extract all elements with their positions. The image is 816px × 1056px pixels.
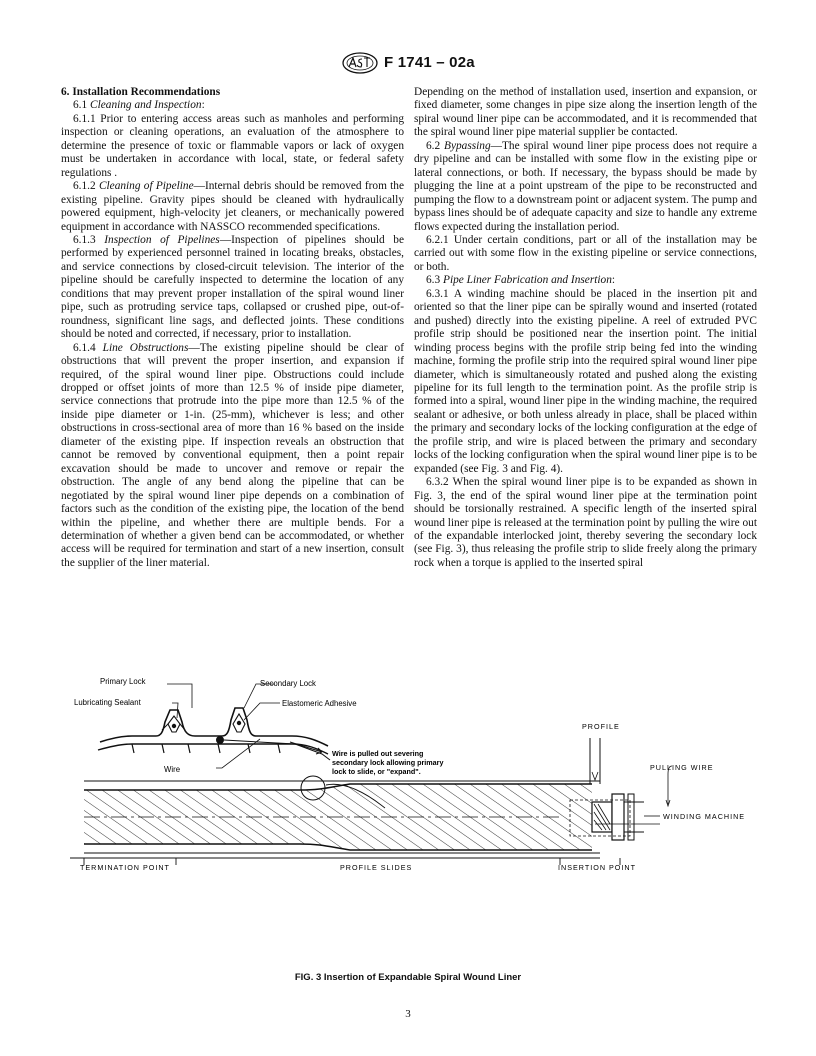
figure-caption: FIG. 3 Insertion of Expandable Spiral Wound Liner bbox=[294, 972, 522, 983]
label-elastomeric-adhesive: Elastomeric Adhesive bbox=[282, 699, 357, 708]
label-insertion-point: INSERTION POINT bbox=[558, 863, 636, 872]
paragraph-6-1-4: 6.1.4 Line Obstructions—The existing pipeline should be clear of obstructions that will prevent the proper insertion, and expansion if required, of the spiral wound liner pipe. Obstructions could include dropped or offset joints of more than 12.5 % of inside pipe diameter, service connections that protrude into the pipe more than 12.5 % of the inside pipe diameter or 1-in. (25-mm), whichever is less; and other obstructions in cross-sectional area of more than 16 % based on the inside diameter of the existing pipe. If inspection reveals an obstruction that cannot be removed by conventional equipment, then a point repair excavation should be made to uncover and remove or repair the obstruction. The angle of any bend along the pipeline that can be negotiated by the spiral wound liner pipe depends on a combination of factors such as the condition of the existing pipe, the location of the bend within the pipeline, and whether there are multiple bends. For a determination of whether a given bend can be accommodated, or whether access will be required for termination and start of a new insertion, consult the supplier of the liner material. bbox=[61, 341, 404, 569]
label-primary-lock: Primary Lock bbox=[100, 677, 146, 686]
astm-logo bbox=[342, 52, 378, 74]
paragraph-6-3-1: 6.3.1 A winding machine should be placed in the insertion pit and oriented so that the liner pipe can be spirally wound and inserted (rotated and pushed) directly into the existing pipeline. A reel of extruded PVC profile strip should be positioned near the insertion point. The initial winding process begins with the profile strip being fed into the winding machine, forming the profile strip into the required spiral wound liner pipe diameter, which is simultaneously rotated and pushed along the existing pipeline for its full length to the termination point. As the profile strip is formed into a spiral, wound liner pipe in the winding machine, the required sealant or adhesive, or both unless already in place, shall be placed within the primary and secondary locks of the locking configuration at the edge of the profile strip, and wire is placed between the primary and secondary locks of the locking configuration when the spiral wound liner pipe is to be expanded (see Fig. 3 and Fig. 4). bbox=[414, 287, 757, 475]
page-number: 3 bbox=[405, 1008, 411, 1020]
page-header bbox=[0, 52, 816, 78]
paragraph-6-1-2: 6.1.2 Cleaning of Pipeline—Internal debris should be removed from the existing pipeline. Gravity pipes should be cleaned with hydraulically powered equipment, high-velocity jet cleaners, or mechanically powered equipment in accordance with NASSCO recommended specifications. bbox=[61, 180, 404, 233]
paragraph-6-1: 6.1 Cleaning and Inspection: bbox=[73, 99, 205, 112]
paragraph-6-2: 6.2 Bypassing—The spiral wound liner pipe process does not require a dry pipeline and can be installed with some flow in the existing pipe or lateral connections, or both. If necessary, the bypass should be made by plugging the line at a point upstream of the pipe to be reconstructed and pumping the flow to a downstream point or adjacent system. The pump and bypass lines should be of adequate capacity and size to handle any extreme flows expected during the installation period. bbox=[414, 139, 757, 233]
paragraph-6-1-3: 6.1.3 Inspection of Pipelines—Inspection of pipelines should be performed by experienced personnel trained in locating breaks, obstacles, and service connections by closed-circuit television. The interior of the pipeline should be carefully inspected to determine the location of any conditions that may prevent proper installation of the spiral wound liner pipe, such as protruding service taps, collapsed or crushed pipe, out-of-roundness, significant line sags, and deflected joints. These conditions should be noted and corrected, if necessary, prior to installation. bbox=[61, 233, 404, 341]
profile-cross-section bbox=[98, 708, 330, 760]
callout-leaders bbox=[167, 684, 280, 768]
section-title: 6. Installation Recommendations bbox=[61, 86, 221, 98]
left-column bbox=[61, 86, 404, 570]
paragraph-6-1-1: 6.1.1 Prior to entering access areas such as manholes and performing inspection or cleaning operations, an evaluation of the atmosphere to determine the presence of toxic or flammable vapors or lack of oxygen must be undertaken in accordance with local, state, or federal safety regulations . bbox=[61, 112, 404, 179]
label-wire-note-3: lock to slide, or "expand". bbox=[332, 767, 421, 776]
document-id: F 1741 – 02a bbox=[384, 54, 475, 71]
label-termination-point: TERMINATION POINT bbox=[80, 863, 170, 872]
label-profile-slides: PROFILE SLIDES bbox=[340, 863, 413, 872]
label-pulling-wire: PULLING WIRE bbox=[650, 763, 714, 772]
label-wire-note-1: Wire is pulled out severing bbox=[332, 749, 424, 758]
paragraph-6-2-1: 6.2.1 Under certain conditions, part or all of the installation may be carried out with some flow in the existing pipeline or service connections, or both. bbox=[414, 233, 757, 273]
right-column bbox=[414, 86, 757, 570]
label-lubricating-sealant: Lubricating Sealant bbox=[74, 698, 141, 707]
figure-3-diagram bbox=[60, 662, 768, 980]
label-secondary-lock: Secondary Lock bbox=[260, 679, 316, 688]
label-wire-note-2: secondary lock allowing primary bbox=[332, 758, 444, 767]
paragraph-6-3-2: 6.3.2 When the spiral wound liner pipe is to be expanded as shown in Fig. 3, the end of the spiral wound liner pipe at the termination point should be torsionally restrained. A specific length of the inserted spiral wound liner pipe is released at the termination point by pulling the wire out of the expandable interlocked joint, thereby severing the secondary lock (see Fig. 3), thus releasing the profile strip to slide freely along the primary rock when a torque is applied to the inserted spiral bbox=[414, 476, 757, 569]
paragraph-6-3: 6.3 Pipe Liner Fabrication and Insertion: bbox=[426, 274, 616, 287]
label-profile: PROFILE bbox=[582, 722, 620, 731]
label-wire: Wire bbox=[164, 765, 181, 774]
paragraph-continued: Depending on the method of installation used, insertion and expansion, or fixed diameter, some changes in pipe size along the insertion length of the spiral wound liner pipe can be accommodated, and it is recommended that the spiral wound liner pipe material supplier be contacted. bbox=[414, 86, 757, 139]
spiral-wound-liner-pipe bbox=[84, 776, 600, 853]
label-winding-machine: WINDING MACHINE bbox=[663, 812, 746, 821]
